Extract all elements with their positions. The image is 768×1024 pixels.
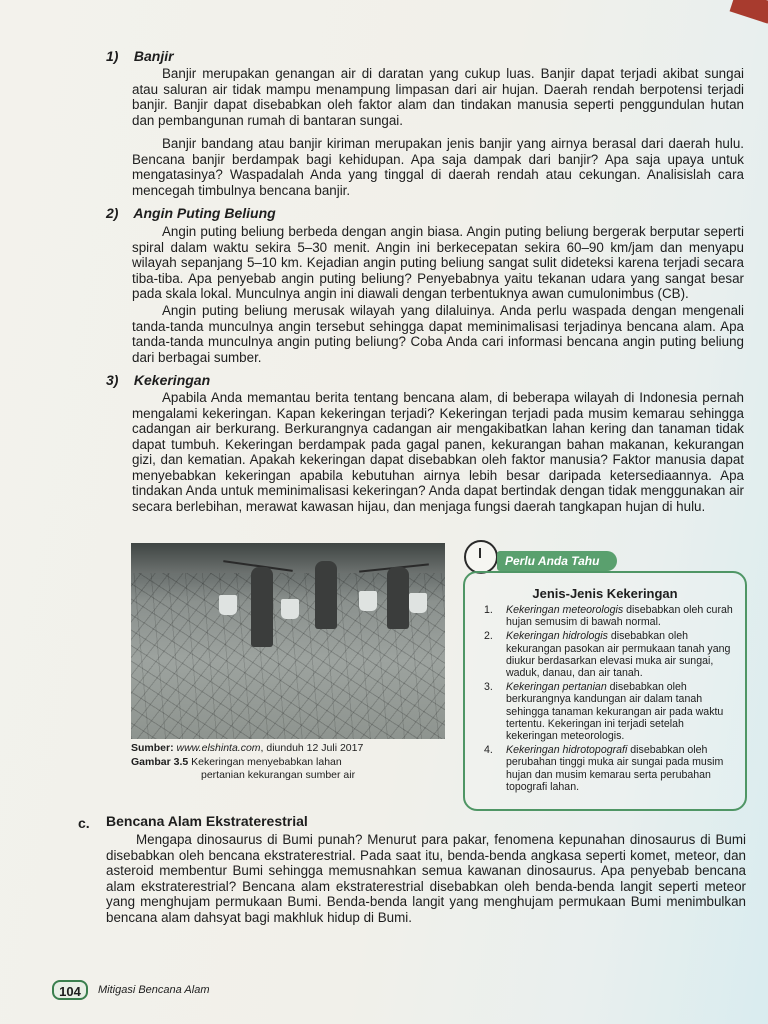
paragraph-angin-1: Angin puting beliung berbeda dengan angin biasa. Angin puting beliung bergerak berputar seperti spiral dalam waktu sekira 5–30 menit. Angin ini berkecepatan sekira 60–90 km/jam dan menyapu wilayah sepanjang 5–10 km. Kejadian angin puting beliung sangat sulit dideteksi karena terjadi secara tiba-tiba. Apa penyebab angin puting beliung? Penyebabnya yaitu tekanan udara yang sangat besar pada skala lokal. Munculnya angin ini diawali dengan terbentuknya awan cumulonimbus (CB). [132,224,744,301]
clock-icon [464,540,498,574]
section-c-title: Bencana Alam Ekstraterestrial [106,813,308,829]
drought-photo [131,543,445,739]
section-title: Angin Puting Beliung [133,205,276,221]
info-list [484,604,736,795]
section-heading-kekeringan [106,372,210,388]
list-item: 1. Kekeringan meteorologis disebabkan oleh curah hujan semusim di bawah normal. [484,604,733,629]
section-number: 1) [106,48,119,64]
list-item: 2. Kekeringan hidrologis disebabkan oleh kekurangan pasokan air permukaan tanah yang diukur berdasarkan elevasi muka air sungai, waduk, danau, dan air tanah. [484,630,731,680]
paragraph-banjir-1: Banjir merupakan genangan air di daratan yang cukup luas. Banjir dapat terjadi akibat sungai atau saluran air tidak mampu menampung limpasan dari air hujan. Daerah rendah berpotensi terjadi banjir. Banjir dapat disebabkan oleh faktor alam dan tindakan manusia seperti penggundulan hutan dan pembangunan rumah di bantaran sungai. [132,66,744,128]
info-badge: Perlu Anda Tahu [497,551,617,571]
paragraph-ekstraterestrial: Mengapa dinosaurus di Bumi punah? Menurut para pakar, fenomena kepunahan dinosaurus di Bumi disebabkan oleh bencana ekstraterestrial. Pada saat itu, benda-benda angkasa seperti komet, meteor, dan asteroid membentur Bumi sehingga memusnahkan semua kawanan dinosaurus. Apa penyebab bencana alam ekstraterestrial? Bencana alam ekstraterestrial disebabkan oleh benda-benda langit seperti meteor yang menghujam permukaan Bumi. Benda-benda langit yang menghujam permukaan Bumi menimbulkan bencana alam dahsyat bagi makhluk hidup di Bumi. [106,832,746,925]
page-corner-tab [730,0,768,24]
paragraph-angin-2: Angin puting beliung merusak wilayah yang dilaluinya. Anda perlu waspada dengan mengenali tanda-tanda munculnya angin tersebut sehingga dapat meminimalisasi terjadinya bencana alam. Apa tanda-tanda munculnya angin puting beliung? Coba Anda cari informasi bencana angin puting beliung dari berbagai sumber. [132,303,744,365]
person-figure [251,567,273,647]
section-title: Kekeringan [133,372,211,388]
paragraph-banjir-2: Banjir bandang atau banjir kiriman merupakan jenis banjir yang airnya berasal dari daerah hulu. Bencana banjir berdampak bagi kehidupan. Apa saja dampak dari banjir? Apa saja upaya untuk mengatasinya? Waspadalah Anda yang tinggal di daerah rendah atau cekungan. Analisislah cara mencegah timbulnya bencana banjir. [132,136,744,198]
section-number: 2) [106,205,119,221]
list-item: 3. Kekeringan pertanian disebabkan oleh berkurangnya kandungan air dalam tanah sehingga tanaman kekurangan air pada waktu tertentu. Kekeringan ini terjadi setelah kekeringan meteorologis. [484,681,724,743]
list-item: 4. Kekeringan hidrotopografi disebabkan oleh perubahan tinggi muka air sungai pada musim hujan dan musim kemarau serta perubahan topografi lahan. [484,744,724,793]
footer-title: Mitigasi Bencana Alam [98,984,210,996]
paragraph-kekeringan: Apabila Anda memantau berita tentang bencana alam, di beberapa wilayah di Indonesia pernah mengalami kekeringan. Kapan kekeringan terjadi? Kekeringan terjadi pada musim kemarau sehingga cadangan air berkurang. Berkurangnya cadangan air mengakibatkan lahan kering dan tanaman tidak dapat tumbuh. Kekeringan berdampak pada gagal panen, kekurangan bahan makanan, kekurangan gizi, dan kematian. Apakah kekeringan dapat disebabkan oleh faktor manusia? Faktor manusia dapat menyebabkan kekeringan apabila kebutuhan airnya lebih besar daripada ketersediaannya. Apa tindakan Anda untuk meminimalisasi kekeringan? Anda dapat bertindak dengan tidak menggunakan air secara berlebihan, merawat kawasan hijau, dan menjaga fungsi daerah tangkapan hujan di hulu. [132,390,744,514]
figure-caption: Gambar 3.5 Kekeringan menyebabkan lahan pertanian kekurangan sumber air [131,756,356,781]
person-figure [387,567,409,629]
section-heading-angin [106,205,276,221]
section-c-label: c. [78,815,90,831]
person-figure [315,561,337,629]
page-number: 104 [52,980,88,1000]
section-number: 3) [106,372,119,388]
info-box-title: Jenis-Jenis Kekeringan [532,586,678,601]
figure-source: Sumber: www.elshinta.com, diunduh 12 Juli 2017 [131,742,364,754]
section-heading-banjir [106,48,174,64]
section-title: Banjir [133,48,174,64]
